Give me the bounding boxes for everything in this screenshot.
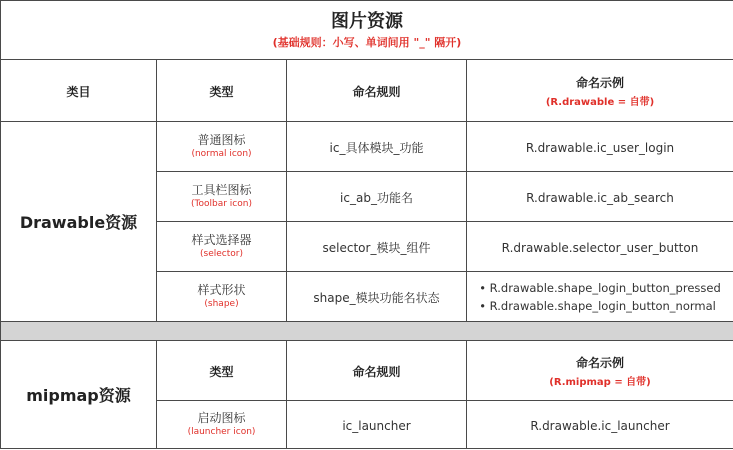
- example-cell: [467, 272, 733, 322]
- category-cell: [1, 122, 157, 322]
- header-rule: 命名规则: [287, 341, 467, 401]
- type-cell: 启动图标 (launcher icon): [157, 401, 287, 449]
- header-rule: 命名规则: [287, 60, 467, 122]
- category-mipmap: mipmap资源: [26, 386, 131, 405]
- rule-cell: ic_launcher: [287, 401, 467, 449]
- example-cell: R.drawable.ic_user_login: [467, 122, 733, 172]
- page-subtitle: (基础规则：小写、单词间用 "_" 隔开): [272, 35, 462, 49]
- type-cell: 样式选择器 (selector): [157, 222, 287, 272]
- example-cell: R.drawable.selector_user_button: [467, 222, 733, 272]
- header-type: 类型: [157, 341, 287, 401]
- header-example-note: (R.drawable = 自带): [545, 96, 655, 108]
- rule-cell: shape_模块功能名状态: [287, 272, 467, 322]
- section-separator: [1, 322, 733, 341]
- drawable-header-row: [1, 60, 733, 122]
- type-cell: 工具栏图标 (Toolbar icon): [157, 172, 287, 222]
- table-row: [1, 122, 733, 172]
- mipmap-header-row: [1, 341, 733, 401]
- title-row: [1, 1, 733, 60]
- title-cell: [1, 1, 733, 60]
- header-type: 类型: [157, 60, 287, 122]
- header-category: 类目: [1, 60, 157, 122]
- header-example-note: (R.mipmap = 自带): [549, 376, 651, 388]
- rule-cell: ic_具体模块_功能: [287, 122, 467, 172]
- list-item: • R.drawable.shape_login_button_pressed: [479, 280, 721, 295]
- type-cell: 样式形状 (shape): [157, 272, 287, 322]
- type-cell: 普通图标 (normal icon): [157, 122, 287, 172]
- category-drawable: Drawable资源: [19, 213, 138, 232]
- list-item: • R.drawable.shape_login_button_normal: [479, 298, 716, 313]
- category-cell: [1, 341, 157, 449]
- example-list: [479, 279, 721, 315]
- header-example: 命名示例 (R.drawable = 自带): [467, 60, 733, 122]
- rule-cell: ic_ab_功能名: [287, 172, 467, 222]
- rule-cell: selector_模块_组件: [287, 222, 467, 272]
- page-title: 图片资源: [331, 10, 403, 32]
- header-example: 命名示例 (R.mipmap = 自带): [467, 341, 733, 401]
- example-cell: R.drawable.ic_ab_search: [467, 172, 733, 222]
- example-cell: R.drawable.ic_launcher: [467, 401, 733, 449]
